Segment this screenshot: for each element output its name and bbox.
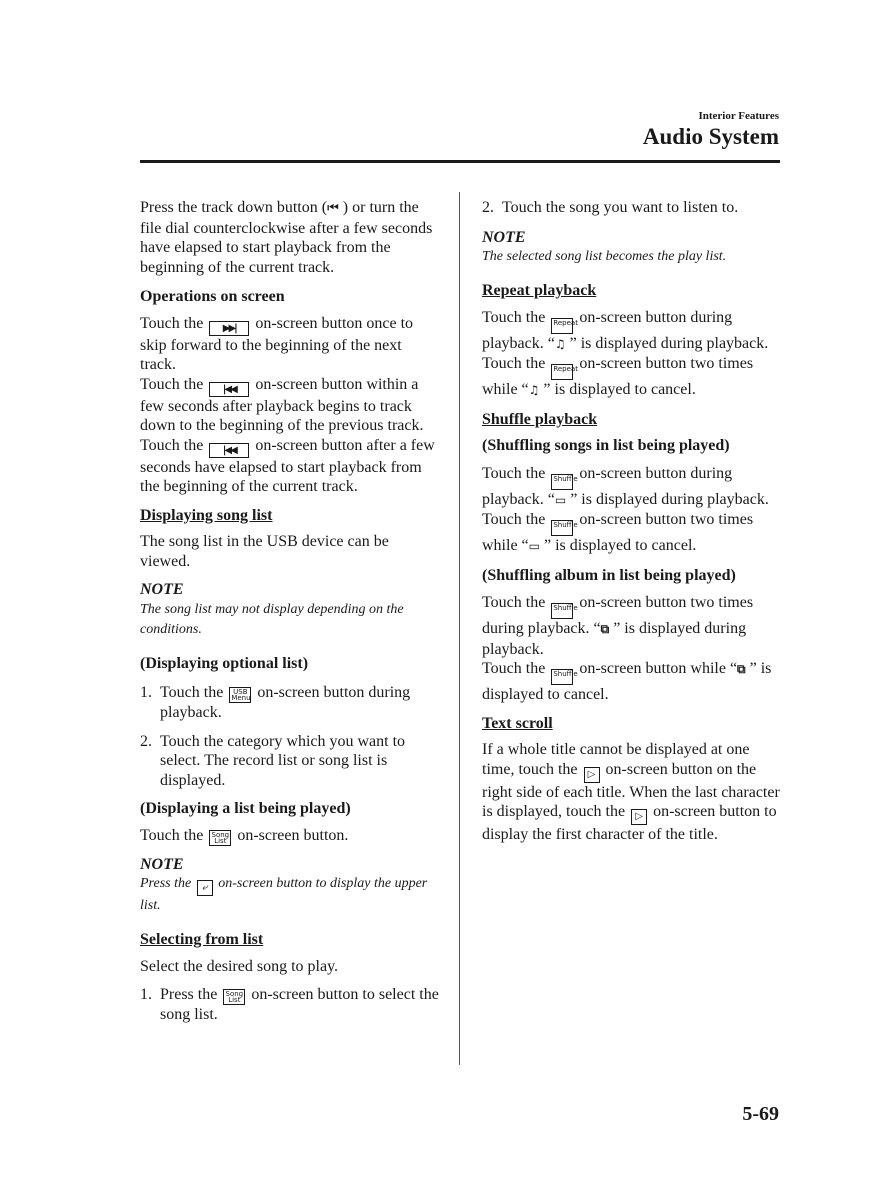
sa2-text-c: ” is displayed to cancel. (482, 660, 772, 703)
sh1-text-b: on-screen button during playback. “ (482, 464, 733, 508)
scroll-text-c: on-screen button to display the first character of the title. (482, 803, 777, 843)
note-heading: NOTE (140, 581, 184, 598)
shuffle-button-icon-2: Shuffle (551, 520, 573, 536)
operations-heading: Operations on screen (140, 288, 285, 305)
sh1-text-a: Touch the (482, 464, 546, 482)
repeat-button-icon-2: Repeat (551, 364, 573, 380)
step-item (140, 732, 440, 791)
track-up-button-icon: ▶▶| (209, 321, 249, 336)
back-button-icon: ⤶ (197, 880, 213, 896)
rep1-text-c: ” is displayed during playback. (565, 334, 769, 352)
shuffle-songs-text (482, 464, 782, 557)
shuffle-playback-heading: Shuffle playback (482, 410, 598, 428)
selecting-from-list-text: Select the desired song to play. (140, 957, 339, 975)
shuffle-album-heading: (Shuffling album in list being played) (482, 566, 736, 584)
step-text: Touch the song you want to listen to. (502, 199, 739, 216)
sh2-text-a: Touch the (482, 511, 546, 528)
step1-text-b: on-screen button during playback. (160, 684, 411, 721)
rep1-text-a: Touch the (482, 308, 546, 326)
note-text: The song list may not display depending on the conditions. (140, 601, 404, 637)
rep2-text-a: Touch the (482, 355, 546, 372)
list-being-played-text (140, 826, 440, 846)
displaying-song-list-heading: Displaying song list (140, 506, 273, 524)
list-being-played-heading: (Displaying a list being played) (140, 800, 351, 817)
note-heading: NOTE (482, 228, 526, 246)
shuffle-button-icon: Shuffle (551, 474, 573, 490)
step-number: 1. (140, 684, 152, 701)
playing-text-a: Touch the (140, 826, 204, 844)
scroll-text-b: on-screen button on the right side of each title. When the last character is displayed, touch the (482, 760, 780, 820)
shuffle-indicator-icon-2: ▭ (528, 539, 540, 553)
intro-text-a: Press the track down button ( (140, 199, 328, 216)
step-number: 2. (482, 199, 494, 216)
displaying-song-list-text: The song list in the USB device can be viewed. (140, 533, 389, 570)
repeat-playback-text (482, 308, 782, 401)
step-text (160, 985, 440, 1025)
text-scroll-text (482, 740, 782, 845)
step-number: 2. (140, 732, 152, 750)
shuffle-songs-heading: (Shuffling songs in list being played) (482, 437, 730, 454)
step-number: 1. (140, 986, 152, 1003)
column-divider (459, 192, 460, 1065)
sa1-text-b: on-screen button two times during playback. “ (482, 594, 754, 637)
sel1-text-b: on-screen button to select the song list. (160, 986, 439, 1023)
playing-text-b: on-screen button. (233, 826, 349, 844)
step-item (482, 198, 782, 218)
scroll-button-icon: ▷ (584, 767, 600, 783)
sh1-text-c: ” is displayed during playback. (566, 490, 769, 508)
shuffle-album-text (482, 593, 782, 705)
sa2-text-b: on-screen button while “ (575, 660, 738, 677)
section-label: Interior Features (698, 110, 779, 122)
step-item (140, 985, 440, 1025)
ops2-text-b: on-screen button within a few seconds after playback begins to track down to the beginning of the previous track. (140, 375, 424, 434)
text-scroll-heading: Text scroll (482, 714, 553, 732)
ops1-text-a: Touch the (140, 314, 204, 332)
sh2-text-b: on-screen button two times while “ (482, 511, 754, 554)
album-shuffle-indicator-icon: ⧉ (600, 622, 610, 636)
repeat-indicator-icon: ♫ (554, 336, 566, 351)
scroll-text-a: If a whole title cannot be displayed at one time, touch the (482, 741, 750, 778)
track-down-icon: ⏮ (327, 201, 339, 216)
rep2-text-b: on-screen button two times while “ (482, 355, 754, 398)
scroll-button-icon-2: ▷ (631, 809, 647, 825)
page-number: 5-69 (742, 1103, 779, 1125)
rep2-text-c: ” is displayed to cancel. (539, 381, 696, 398)
note-text (140, 874, 440, 916)
shuffle-button-icon-3: Shuffle (551, 603, 573, 619)
shuffle-button-icon-4: Shuffle (551, 669, 573, 685)
left-column (140, 198, 440, 1034)
step-text (160, 683, 440, 723)
operations-paragraph (140, 314, 440, 497)
ops2-text-a: Touch the (140, 375, 204, 393)
note2-text-a: Press the (140, 876, 192, 891)
repeat-playback-heading: Repeat playback (482, 282, 597, 299)
sa1-text-c: ” is displayed during playback. (482, 620, 747, 658)
note2-text-b: on-screen button to display the upper list. (140, 876, 428, 913)
note-heading: NOTE (140, 855, 184, 873)
intro-text-b: ) or turn the file dial counterclockwise after a few seconds have elapsed to start playback from the beginning of the current track. (140, 199, 433, 276)
ops3-text-b: on-screen button after a few seconds have elapsed to start playback from the beginning of the current track. (140, 436, 435, 495)
repeat-button-icon: Repeat (551, 318, 573, 334)
intro-paragraph (140, 198, 440, 277)
shuffle-indicator-icon: ▭ (554, 492, 567, 507)
step1-text-a: Touch the (160, 684, 224, 701)
sel1-text-a: Press the (160, 986, 218, 1003)
sh2-text-c: ” is displayed to cancel. (540, 537, 697, 554)
track-down-button-icon: |◀◀ (209, 382, 249, 397)
sa2-text-a: Touch the (482, 660, 546, 677)
track-down-button-icon-2: |◀◀ (209, 443, 249, 458)
selecting-from-list-heading: Selecting from list (140, 931, 264, 948)
right-column (482, 198, 782, 854)
page-title: Audio System (642, 124, 779, 149)
album-shuffle-indicator-icon-2: ⧉ (737, 662, 746, 676)
step-text: Touch the category which you want to select. The record list or song list is displayed. (160, 732, 406, 789)
song-list-button-icon: Song List (223, 989, 245, 1005)
repeat-indicator-icon-2: ♫ (528, 383, 540, 397)
song-list-button-icon: Song List (209, 830, 231, 846)
rep1-text-b: on-screen button during playback. “ (482, 308, 733, 352)
ops1-text-b: on-screen button once to skip forward to the beginning of the next track. (140, 314, 414, 373)
sa1-text-a: Touch the (482, 594, 546, 611)
note-text: The selected song list becomes the play list. (482, 249, 727, 264)
step-item (140, 683, 440, 723)
optional-list-heading: (Displaying optional list) (140, 654, 309, 672)
header-rule (140, 160, 780, 163)
usb-menu-button-icon: USB Menu (231, 688, 251, 702)
ops3-text-a: Touch the (140, 436, 204, 454)
